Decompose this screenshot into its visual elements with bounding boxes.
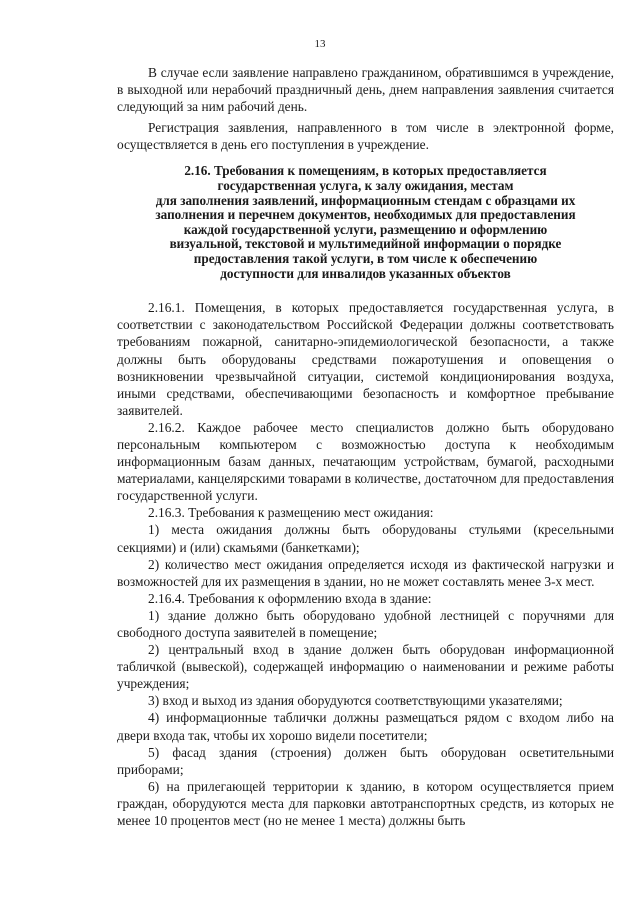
page-content: [117, 64, 614, 829]
list-item-entrance-3: 3) вход и выход из здания оборудуются соответствующими указателями;: [148, 693, 563, 709]
paragraph-2-16-4: 2.16.4. Требования к оформлению входа в здание:: [148, 590, 432, 606]
page-number: 13: [314, 38, 326, 50]
paragraph-registration: Регистрация заявления, направленного в том числе в электронной форме, осуществляется в день его поступления в учреждение.: [117, 120, 614, 153]
heading-line: заполнения и перечнем документов, необходимых для предоставления: [155, 207, 576, 223]
heading-line: государственная услуга, к залу ожидания, местам: [217, 178, 514, 194]
list-item-entrance-4: 4) информационные таблички должны размещаться рядом с входом либо на двери входа так, чтобы их хорошо видели посетители;: [117, 710, 614, 743]
heading-line: предоставления такой услуги, в том числе к обеспечению: [193, 251, 538, 267]
heading-line: 2.16. Требования к помещениям, в которых предоставляется: [184, 163, 547, 179]
list-item-waiting-1: 1) места ожидания должны быть оборудованы стульями (кресельными секциями) и (или) скамьями (банкетками);: [117, 522, 614, 555]
list-item-entrance-5: 5) фасад здания (строения) должен быть оборудован осветительными приборами;: [117, 744, 614, 777]
paragraph-2-16-1: 2.16.1. Помещения, в которых предоставляется государственная услуга, в соответствии с законодательством Российской Федерации должны соответствовать требованиям пожарной, санитарно-эпидемиологической безопасности, а также должны быть оборудованы средствами пожаротушения и оповещения о возникновении чрезвычайной ситуации, системой кондиционирования воздуха, иными средствами, обеспечивающими безопасность и комфортное пребывание заявителей.: [117, 300, 614, 418]
paragraph-weekend-submission: В случае если заявление направлено гражданином, обратившимся в учреждение, в выходной или нерабочий праздничный день, днем направления заявления считается следующий за ним рабочий день.: [117, 65, 614, 115]
heading-line: для заполнения заявлений, информационным стендам с образцами их: [155, 192, 576, 208]
list-item-entrance-6: 6) на прилегающей территории к зданию, в котором осуществляется прием граждан, оборудуются места для парковки автотранспортных средств, из которых не менее 10 процентов мест (но не менее 1 места) должны быть: [117, 778, 614, 829]
heading-line: каждой государственной услуги, размещению и оформлению: [183, 221, 548, 237]
heading-line: доступности для инвалидов указанных объектов: [220, 265, 511, 281]
paragraph-2-16-2: 2.16.2. Каждое рабочее место специалистов должно быть оборудовано персональным компьютером с возможностью доступа к необходимым информационным базам данных, печатающим устройствам, бумагой, расходными материалами, канцелярскими товарами в количестве, достаточном для предоставления государственной услуги.: [117, 419, 614, 504]
list-item-entrance-2: 2) центральный вход в здание должен быть оборудован информационной табличкой (вывеской), содержащей информацию о наименовании и режиме работы учреждения;: [117, 642, 614, 692]
heading-line: визуальной, текстовой и мультимедийной информации о порядке: [169, 236, 562, 252]
section-heading-2-16: [117, 164, 614, 281]
list-item-entrance-1: 1) здание должно быть оборудовано удобной лестницей с поручнями для свободного доступа заявителей в помещение;: [117, 607, 614, 640]
list-item-waiting-2: 2) количество мест ожидания определяется исходя из фактической нагрузки и возможностей для их размещения в здании, но не может составлять менее 3-х мест.: [117, 556, 614, 589]
paragraph-2-16-3: 2.16.3. Требования к размещению мест ожидания:: [148, 505, 434, 521]
